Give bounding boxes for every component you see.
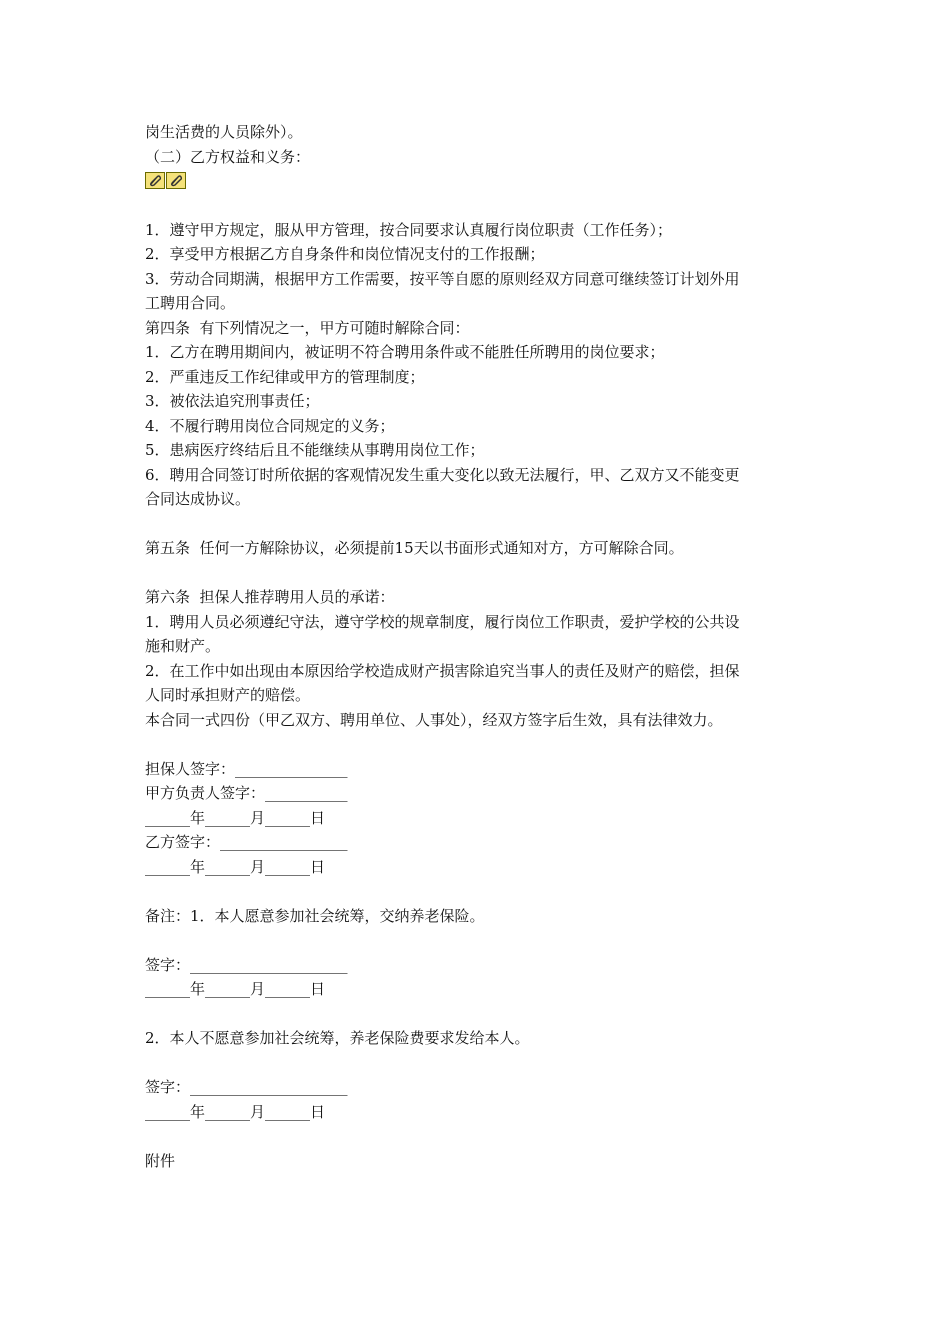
text-line: 乙方签字：_________________	[145, 833, 348, 851]
blank-line	[145, 732, 815, 757]
text-line: 签字：_____________________	[145, 955, 348, 974]
paperclip-icon[interactable]	[145, 172, 165, 189]
text-line: 合同达成协议。	[145, 490, 251, 508]
text-line: 5．患病医疗终结后且不能继续从事聘用岗位工作；	[145, 441, 485, 459]
text-line: 3．劳动合同期满，根据甲方工作需要，按平等自愿的原则经双方同意可继续签订计划外用	[145, 269, 740, 288]
text-line: 备注：1．本人愿意参加社会统筹，交纳养老保险。	[145, 906, 485, 925]
text-line: 4．不履行聘用岗位合同规定的义务；	[145, 416, 395, 435]
text-line: 第六条 担保人推荐聘用人员的承诺：	[145, 588, 395, 606]
text-line: 本合同一式四份（甲乙双方、聘用单位、人事处），经双方签字后生效，具有法律效力。	[145, 710, 723, 729]
text-line: （二）乙方权益和义务：	[145, 147, 311, 166]
text-line: 甲方负责人签字：___________	[145, 784, 348, 802]
text-line: 3．被依法追究刑事责任；	[145, 392, 320, 410]
blank-line	[145, 193, 815, 218]
text-line: 第四条 有下列情况之一，甲方可随时解除合同：	[145, 318, 470, 337]
attachment-icons	[145, 169, 815, 191]
text-line: 2．享受甲方根据乙方自身条件和岗位情况支付的工作报酬；	[145, 245, 545, 263]
text-line: 1．遵守甲方规定，服从甲方管理，按合同要求认真履行岗位职责（工作任务）；	[145, 220, 673, 239]
text-line: 施和财产。	[145, 637, 221, 655]
text-line: 1．聘用人员必须遵纪守法，遵守学校的规章制度，履行岗位工作职责，爱护学校的公共设	[145, 612, 740, 631]
paperclip-icon[interactable]	[166, 172, 186, 189]
text-line: ______年______月______日	[145, 857, 326, 876]
text-line: 1．乙方在聘用期间内，被证明不符合聘用条件或不能胜任所聘用的岗位要求；	[145, 343, 665, 361]
text-line: 2．严重违反工作纪律或甲方的管理制度；	[145, 367, 425, 386]
text-line: ______年______月______日	[145, 1102, 326, 1121]
blank-line	[145, 879, 815, 904]
text-line: 6．聘用合同签订时所依据的客观情况发生重大变化以致无法履行，甲、乙双方又不能变更	[145, 465, 740, 484]
text-line: 担保人签字：_______________	[145, 759, 348, 778]
blank-line	[145, 1051, 815, 1076]
document-top-lines	[145, 120, 815, 169]
text-line: 2．本人不愿意参加社会统筹，养老保险费要求发给本人。	[145, 1029, 530, 1047]
text-line: 岗生活费的人员除外）。	[145, 123, 303, 141]
text-line: 2．在工作中如出现由本原因给学校造成财产损害除追究当事人的责任及财产的赔偿，担保	[145, 661, 740, 680]
text-line: 人同时承担财产的赔偿。	[145, 686, 311, 704]
text-line: 附件	[145, 1151, 176, 1170]
blank-line	[145, 1002, 815, 1027]
text-line: 第五条 任何一方解除协议，必须提前15天以书面形式通知对方，方可解除合同。	[145, 539, 684, 557]
text-line: ______年______月______日	[145, 808, 326, 827]
text-line: 工聘用合同。	[145, 294, 236, 312]
blank-line	[145, 1124, 815, 1149]
text-line: 签字：_____________________	[145, 1078, 348, 1096]
document-page	[145, 120, 815, 1173]
text-line: ______年______月______日	[145, 980, 326, 998]
document-body	[145, 193, 815, 1173]
blank-line	[145, 928, 815, 953]
blank-line	[145, 512, 815, 537]
blank-line	[145, 561, 815, 586]
